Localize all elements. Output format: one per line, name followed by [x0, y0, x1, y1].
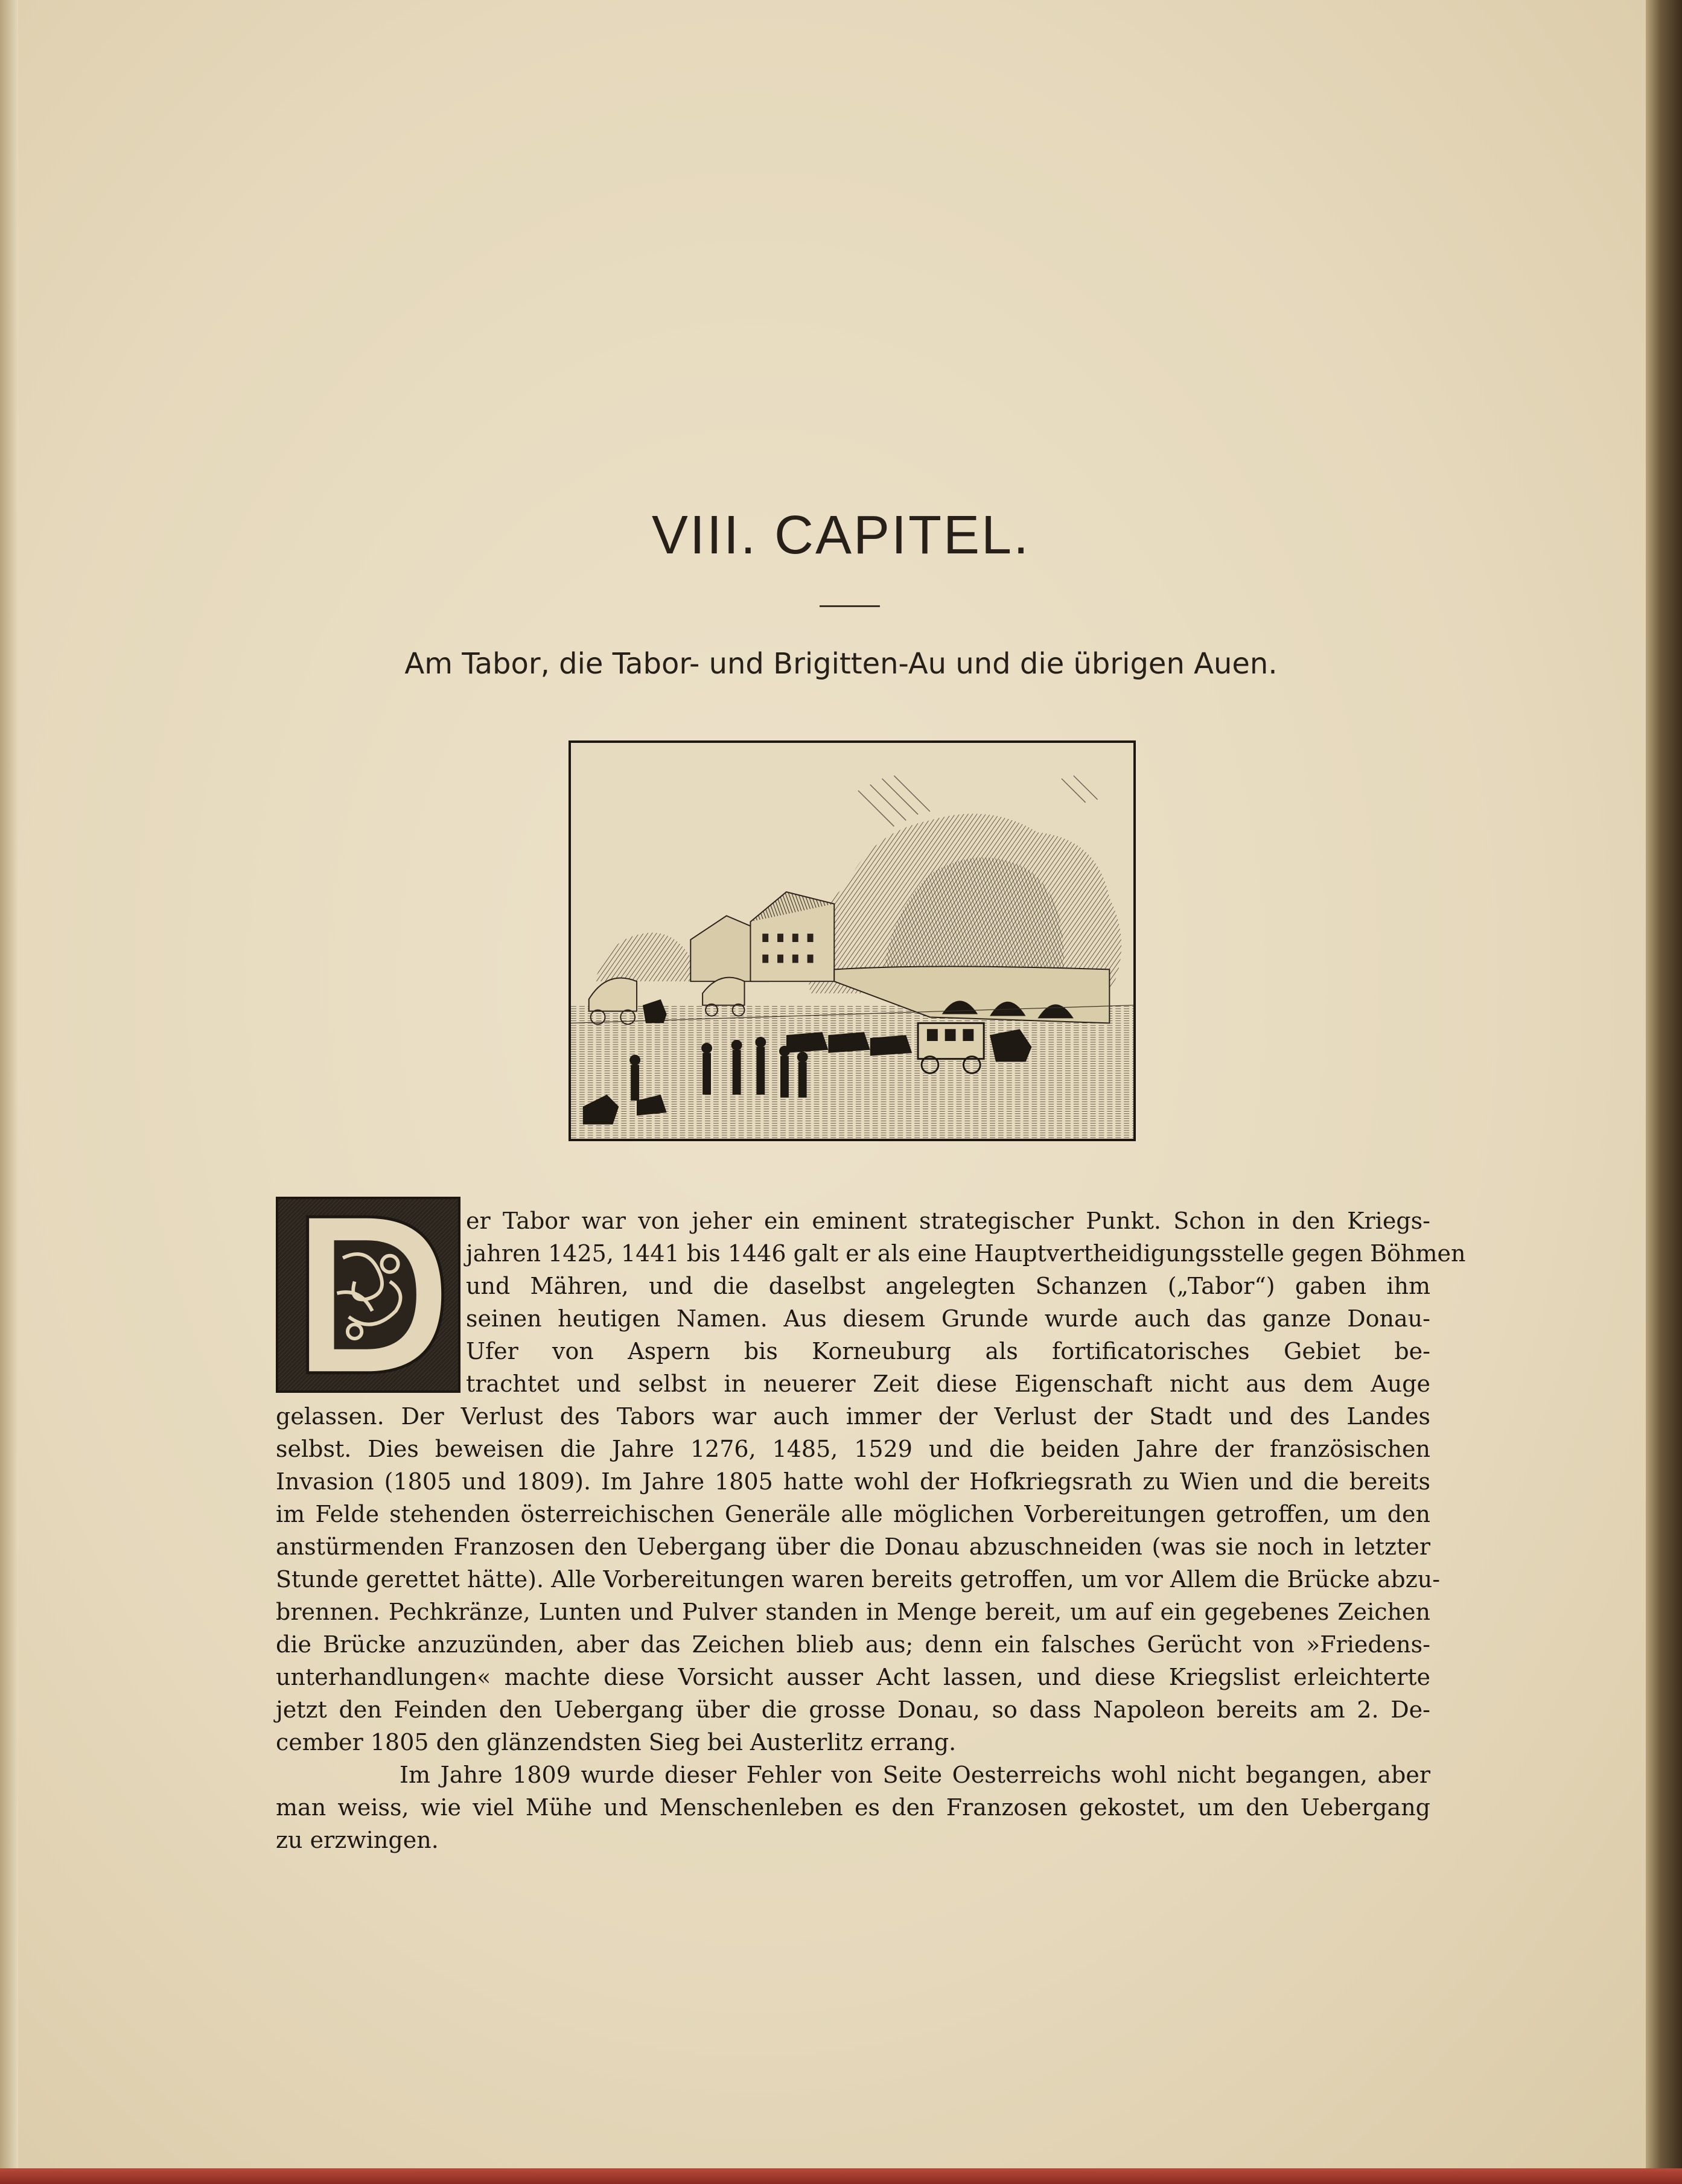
- text-line: trachtet und selbst in neuerer Zeit diese Eigenschaft nicht aus dem Auge: [466, 1371, 1430, 1397]
- page-left-edge: [0, 0, 18, 2184]
- chapter-subtitle: Am Tabor, die Tabor- und Brigitten-Au und die übrigen Auen.: [404, 647, 1278, 681]
- text-line: man weiss, wie viel Mühe und Menschenleben es den Franzosen gekostet, um den Uebergang: [276, 1794, 1430, 1821]
- text-line: im Felde stehenden österreichischen Generäle alle möglichen Vorbereitungen getroffen, um den: [276, 1501, 1430, 1527]
- text-line: brennen. Pechkränze, Lunten und Pulver standen in Menge bereit, um auf ein gegebenes Zeichen: [276, 1599, 1430, 1625]
- text-line: zu erzwingen.: [276, 1827, 439, 1853]
- text-line: selbst. Dies beweisen die Jahre 1276, 1485, 1529 und die beiden Jahre der französischen: [276, 1436, 1430, 1462]
- text-line: jetzt den Feinden den Uebergang über die grosse Donau, so dass Napoleon bereits am 2. De-: [276, 1696, 1430, 1723]
- engraving-illustration: [569, 740, 1136, 1141]
- text-line: jahren 1425, 1441 bis 1446 galt er als eine Hauptvertheidigungsstelle gegen Böhmen: [466, 1240, 1466, 1267]
- text-line: seinen heutigen Namen. Aus diesem Grunde wurde auch das ganze Donau-: [466, 1305, 1430, 1332]
- book-cover-edge: [0, 2168, 1682, 2184]
- title-divider: [820, 605, 880, 607]
- text-line: unterhandlungen« machte diese Vorsicht ausser Acht lassen, und diese Kriegslist erleichterte: [276, 1664, 1430, 1690]
- chapter-title: VIII. CAPITEL.: [651, 505, 1031, 565]
- text-line: anstürmenden Franzosen den Uebergang über die Donau abzuschneiden (was sie noch in letzter: [276, 1533, 1430, 1560]
- text-line: Ufer von Aspern bis Korneuburg als fortificatorisches Gebiet be-: [466, 1338, 1430, 1364]
- engraving-street-scene-icon: [571, 743, 1133, 1139]
- text-line: gelassen. Der Verlust des Tabors war auch immer der Verlust der Stadt und des Landes: [276, 1403, 1430, 1430]
- text-line: Stunde gerettet hätte). Alle Vorbereitungen waren bereits getroffen, um vor Allem die Brücke abzu-: [276, 1566, 1441, 1593]
- text-line: er Tabor war von jeher ein eminent strategischer Punkt. Schon in den Kriegs-: [466, 1208, 1430, 1234]
- text-line: cember 1805 den glänzendsten Sieg bei Austerlitz errang.: [276, 1729, 957, 1756]
- text-line: Invasion (1805 und 1809). Im Jahre 1805 hatte wohl der Hofkriegsrath zu Wien und die bereits: [276, 1468, 1430, 1495]
- drop-cap-initial: [276, 1197, 460, 1393]
- text-line: Im Jahre 1809 wurde dieser Fehler von Seite Oesterreichs wohl nicht begangen, aber: [400, 1762, 1430, 1788]
- text-line: und Mähren, und die daselbst angelegten Schanzen („Tabor“) gaben ihm: [466, 1273, 1430, 1299]
- text-line: die Brücke anzuzünden, aber das Zeichen blieb aus; denn ein falsches Gerücht von »Friedens-: [276, 1631, 1430, 1658]
- book-spine: [1646, 0, 1682, 2184]
